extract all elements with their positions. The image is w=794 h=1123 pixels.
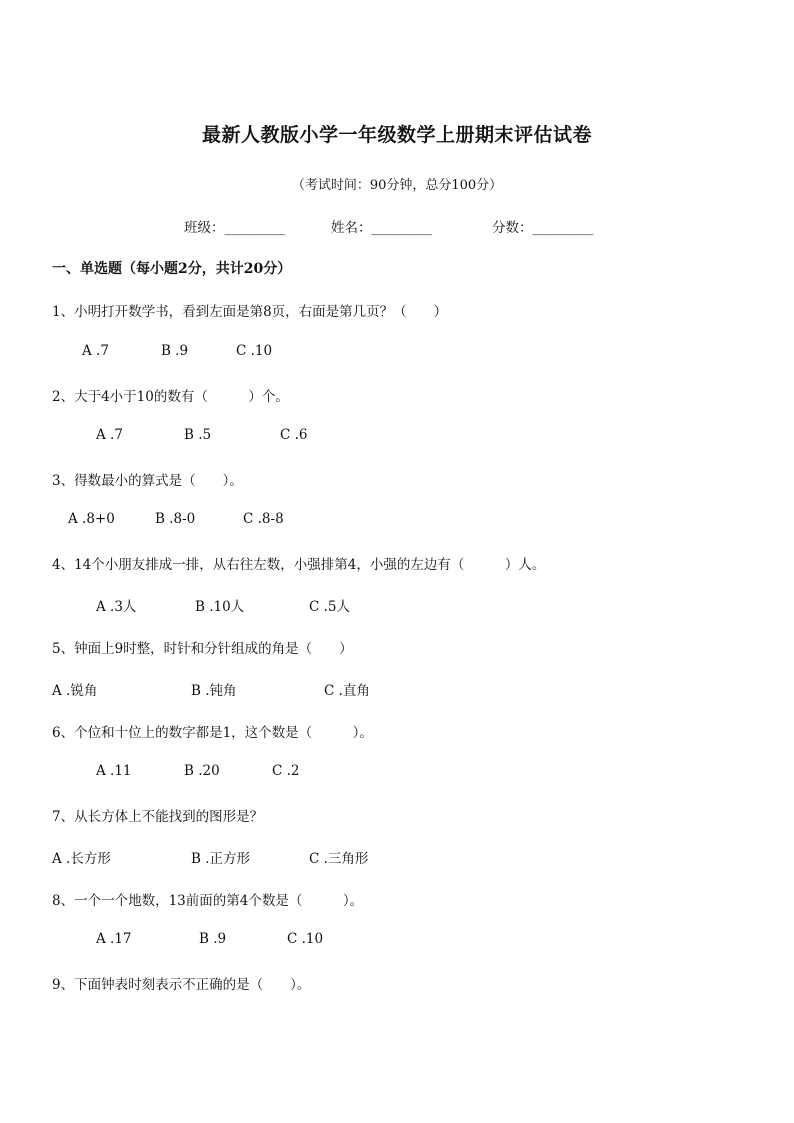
- question-4-option-a: A .3人: [96, 599, 137, 615]
- exam-subtitle: （考试时间：90分钟，总分100分）: [291, 178, 503, 193]
- question-1-option-c: C .10: [236, 343, 273, 359]
- question-8-option-a: A .17: [96, 931, 132, 947]
- question-1: 1、小明打开数学书，看到左面是第8页，右面是第几页？（ ）: [52, 304, 448, 320]
- question-8-option-b: B .9: [199, 931, 227, 947]
- score-field: 分数：_________: [492, 220, 594, 236]
- name-field: 姓名：_________: [331, 220, 433, 236]
- question-5-option-c: C .直角: [324, 683, 370, 699]
- question-3: 3、得数最小的算式是（ ）。: [52, 473, 243, 489]
- question-2-option-c: C .6: [280, 427, 308, 443]
- question-4: 4、14个小朋友排成一排，从右往左数，小强排第4，小强的左边有（ ）人。: [52, 557, 546, 573]
- question-2: 2、大于4小于10的数有（ ）个。: [52, 389, 289, 405]
- question-9: 9、下面钟表时刻表示不正确的是（ ）。: [52, 977, 311, 993]
- question-6-option-c: C .2: [272, 763, 300, 779]
- page-title: 最新人教版小学一年级数学上册期末评估试卷: [201, 124, 592, 146]
- question-2-option-a: A .7: [96, 427, 123, 443]
- question-3-option-c: C .8-8: [243, 511, 284, 527]
- question-6-option-b: B .20: [184, 763, 220, 779]
- question-7-option-a: A .长方形: [52, 851, 111, 867]
- question-4-option-b: B .10人: [195, 599, 245, 615]
- class-field: 班级：_________: [184, 220, 286, 236]
- question-4-option-c: C .5人: [309, 599, 351, 615]
- question-5-option-b: B .钝角: [191, 683, 237, 699]
- question-6-option-a: A .11: [96, 763, 132, 779]
- question-5: 5、钟面上9时整，时针和分针组成的角是（ ）: [52, 641, 353, 657]
- question-5-option-a: A .锐角: [52, 683, 98, 699]
- section-heading: 一、单选题（每小题2分，共计20分）: [52, 261, 292, 277]
- question-7-option-c: C .三角形: [309, 851, 369, 867]
- question-2-option-b: B .5: [184, 427, 212, 443]
- question-7-option-b: B .正方形: [191, 851, 251, 867]
- question-8: 8、一个一个地数，13前面的第4个数是（ ）。: [52, 893, 364, 909]
- question-8-option-c: C .10: [287, 931, 324, 947]
- question-6: 6、个位和十位上的数字都是1，这个数是（ ）。: [52, 725, 373, 741]
- question-3-option-a: A .8+0: [68, 511, 115, 527]
- question-3-option-b: B .8-0: [155, 511, 196, 527]
- question-7: 7、从长方体上不能找到的图形是？: [52, 809, 264, 825]
- question-1-option-b: B .9: [161, 343, 189, 359]
- question-1-option-a: A .7: [82, 343, 109, 359]
